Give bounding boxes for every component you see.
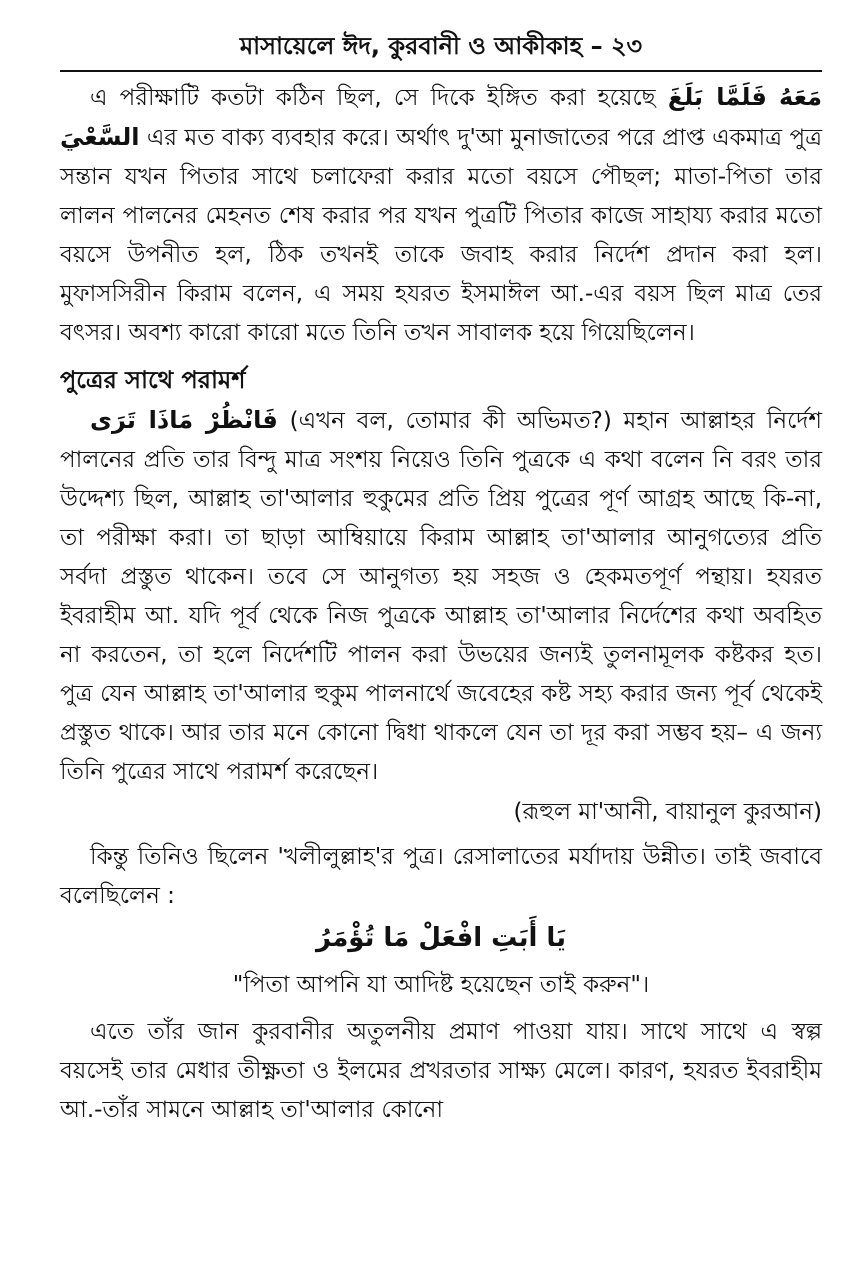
paragraph-trial-body: এর মত বাক্য ব্যবহার করে। অর্থাৎ দু'আ মুনাজাতের পরে প্রাপ্ত একমাত্র পুত্র সন্তান যখন পিতার সাথে চলাফেরা করার মতো বয়সে পৌছল; মাতা-পিতা তার লালন পালনের মেহনত শেষ করার পর যখন পুত্রটি পিতার কাজে সাহায্য করার মতো বয়সে উপনীত হল, ঠিক তখনই তাকে জবাহ করার নির্দেশ প্রদান করা হল। মুফাসসিরীন কিরাম বলেন, এ সময় হযরত ইসমাঈল আ.-এর বয়স ছিল মাত্র তের বৎসর। অবশ্য কারো কারো মতে তিনি তখন সাবালক হয়ে গিয়েছিলেন। <box>60 125 823 346</box>
header-rule <box>60 70 822 72</box>
paragraph-consultation <box>60 401 822 792</box>
paragraph-trial <box>60 78 822 353</box>
book-page <box>60 30 822 1130</box>
paragraph-sacrifice-proof: এতে তাঁর জান কুরবানীর অতুলনীয় প্রমাণ পাওয়া যায়। সাথে সাথে এ স্বল্প বয়সেই তার মেধার তীক্ষ্ণতা ও ইলমের প্রখরতার সাক্ষ্য মেলে। কারণ, হযরত ইবরাহীম আ.-তাঁর সামনে আল্লাহ তা'আলার কোনো <box>60 1019 822 1123</box>
arabic-verse-text: يَا أَبَتِ افْعَلْ مَا تُؤْمَرُ <box>316 923 566 953</box>
arabic-verse-reply <box>60 916 822 963</box>
paragraph-consultation-body: (এখন বল, তোমার কী অভিমত?) মহান আল্লাহর নির্দেশ পালনের প্রতি তার বিন্দু মাত্র সংশয় নিয়েও তিনি পুত্রকে এ কথা বলেন নি বরং তার উদ্দেশ্য ছিল, আল্লাহ তা'আলার হুকুমের প্রতি প্রিয় পুত্রের পূর্ণ আগ্রহ আছে কি-না, তা পরীক্ষা করা। তা ছাড়া আম্বিয়ায়ে কিরাম আল্লাহ তা'আলার আনুগত্যের প্রতি সর্বদা প্রস্তুত থাকেন। তবে সে আনুগত্য হয় সহজ ও হেকমতপূর্ণ পন্থায়। হযরত ইবরাহীম আ. যদি পূর্ব থেকে নিজ পুত্রকে আল্লাহ তা'আলার নির্দেশের কথা অবহিত না করতেন, তা হলে নির্দেশটি পালন করা উভয়ের জন্যই তুলনামূলক কষ্টকর হত। পুত্র যেন আল্লাহ তা'আলার হুকুম পালনার্থে জবেহের কষ্ট সহ্য করার জন্য পূর্ব থেকেই প্রস্তুত থাকে। আর তার মনে কোনো দ্বিধা থাকলে যেন তা দূর করা সম্ভব হয়– এ জন্য তিনি পুত্রের সাথে পরামর্শ করেছেন। <box>60 408 823 785</box>
paragraph-reply-intro: কিন্তু তিনিও ছিলেন 'খলীলুল্লাহ'র পুত্র। রেসালাতের মর্যাদায় উন্নীত। তাই জবাবে বলেছিলেন : <box>60 844 822 909</box>
arabic-phrase-maahus-saya: مَعَهُ السَّعْيَ <box>60 83 823 151</box>
section-heading-consultation: পুত্রের সাথে পরামর্শ <box>60 366 246 394</box>
arabic-phrase-falamma-balagha: فَلَمَّا بَلَغَ <box>667 83 767 111</box>
verse-translation: "পিতা আপনি যা আদিষ্ট হয়েছেন তাই করুন"। <box>232 972 650 998</box>
paragraph-trial-intro: এ পরীক্ষাটি কতটা কঠিন ছিল, সে দিকে ইঙ্গিত করা হয়েছে <box>90 85 656 111</box>
running-header: মাসায়েলে ঈদ, কুরবানী ও আকীকাহ – ২৩ <box>239 32 643 60</box>
source-citation: (রূহুল মা'আনী, বায়ানুল কুরআন) <box>513 799 822 825</box>
arabic-phrase-fanzur: فَانْظُرْ مَاذَا تَرَى <box>90 406 278 434</box>
